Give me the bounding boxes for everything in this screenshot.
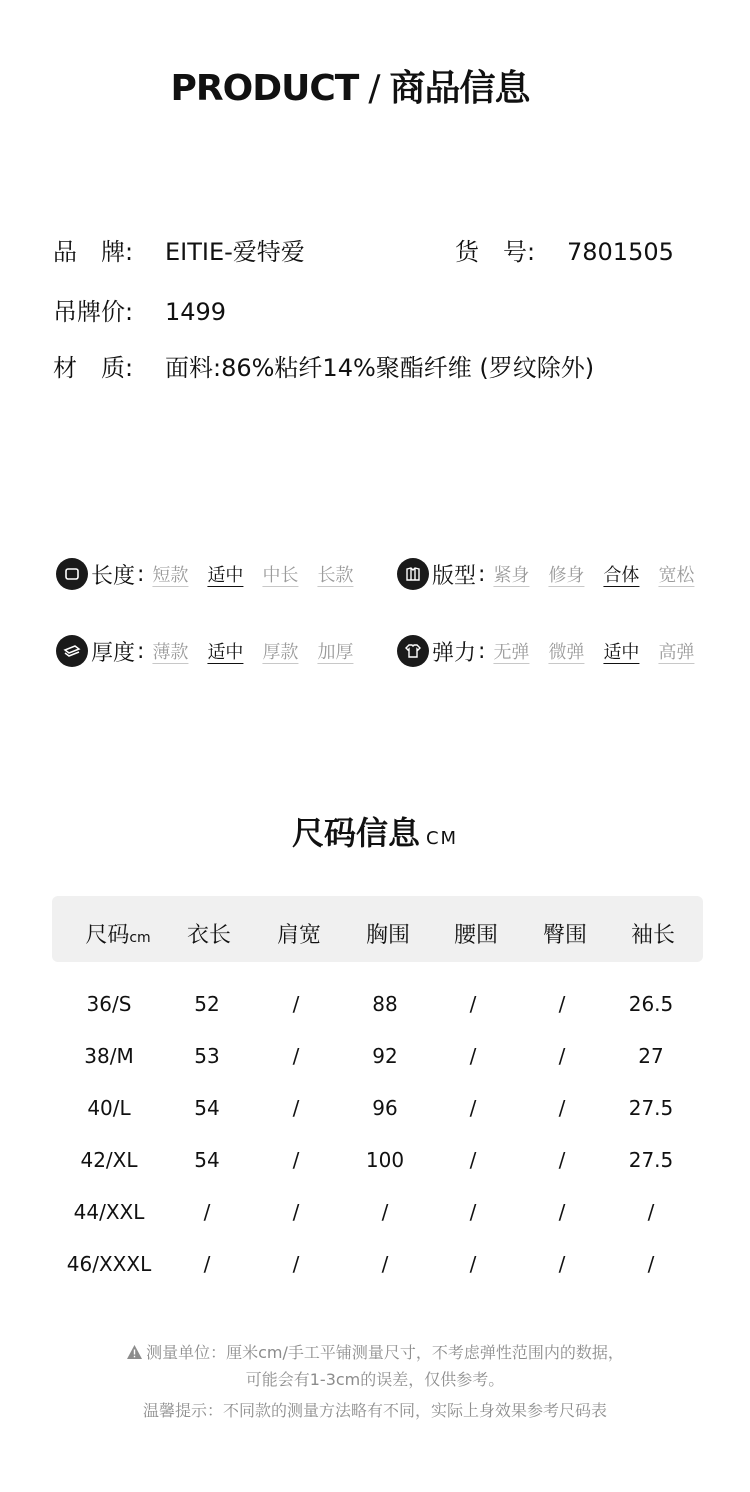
attribute-name: 长度	[91, 563, 136, 589]
option-slight-stretch: 微弹	[548, 642, 585, 663]
table-cell: /	[381, 1252, 389, 1276]
table-cell: /	[292, 1096, 300, 1120]
title-english: PRODUCT	[170, 68, 359, 109]
table-row-size: 46/XXXL	[66, 1252, 152, 1276]
table-cell: /	[292, 992, 300, 1016]
brand-value: EITIE-爱特爱	[165, 238, 305, 266]
option-medium: 适中	[207, 642, 244, 663]
table-cell: /	[292, 1252, 300, 1276]
header-cell: 衣长	[186, 923, 231, 948]
price-label: 吊牌价:	[53, 298, 134, 326]
option-extra-thick: 加厚	[317, 642, 354, 663]
table-cell: 26.5	[628, 992, 674, 1016]
table-cell: /	[558, 1252, 566, 1276]
attribute-name: 弹力	[432, 640, 477, 666]
size-heading-text: 尺码信息	[291, 814, 420, 852]
header-cell: 腰围	[453, 923, 498, 948]
option-regular: 合体	[603, 565, 640, 586]
table-cell: 52	[194, 992, 220, 1016]
table-cell: /	[558, 1044, 566, 1068]
note-line-3: 温馨提示：不同款的测量方法略有不同，实际上身效果参考尺码表	[142, 1401, 607, 1420]
table-cell: /	[558, 1096, 566, 1120]
table-cell: /	[203, 1200, 211, 1224]
warning-icon	[126, 1344, 143, 1360]
sku-label: 货 号:	[455, 238, 536, 266]
sku-value: 7801505	[567, 238, 674, 266]
header-cell: 胸围	[365, 923, 410, 948]
option-tight: 紧身	[493, 565, 530, 586]
table-cell: /	[647, 1252, 655, 1276]
table-cell: /	[292, 1044, 300, 1068]
table-cell: /	[469, 992, 477, 1016]
table-cell: 92	[372, 1044, 398, 1068]
attribute-elasticity: 弹力 : 无弹 微弹 适中 高弹	[397, 634, 694, 668]
table-cell: 100	[365, 1148, 405, 1172]
table-cell: /	[558, 1200, 566, 1224]
option-high-stretch: 高弹	[658, 642, 695, 663]
option-loose: 宽松	[658, 565, 695, 586]
size-heading-unit: CM	[425, 828, 459, 849]
elasticity-icon	[397, 635, 429, 667]
table-cell: /	[469, 1044, 477, 1068]
size-heading	[0, 808, 750, 854]
table-row-size: 38/M	[84, 1044, 134, 1068]
option-short: 短款	[152, 565, 189, 586]
page-title	[0, 60, 700, 111]
table-row-size: 40/L	[87, 1096, 131, 1120]
table-cell: /	[469, 1252, 477, 1276]
header-cell: 肩宽	[276, 923, 321, 948]
option-medium: 适中	[207, 565, 244, 586]
material-row	[53, 348, 594, 383]
fit-icon	[397, 558, 429, 590]
option-no-stretch: 无弹	[493, 642, 530, 663]
brand-label: 品 牌:	[53, 238, 134, 266]
table-cell: 54	[194, 1148, 220, 1172]
price-row	[53, 292, 226, 327]
material-label: 材 质:	[53, 354, 134, 382]
thickness-icon	[56, 635, 88, 667]
header-cell: 臀围	[542, 923, 587, 948]
attribute-length: 长度 : 短款 适中 中长 长款	[56, 557, 353, 591]
option-thin: 薄款	[152, 642, 189, 663]
table-cell: 54	[194, 1096, 220, 1120]
table-cell: /	[469, 1096, 477, 1120]
header-cell: 袖长	[630, 923, 675, 948]
table-cell: /	[469, 1200, 477, 1224]
table-cell: 88	[372, 992, 398, 1016]
price-value: 1499	[165, 298, 227, 326]
table-cell: /	[203, 1252, 211, 1276]
table-cell: /	[558, 992, 566, 1016]
table-cell: /	[469, 1148, 477, 1172]
option-medium: 适中	[603, 642, 640, 663]
title-separator: /	[368, 68, 380, 109]
attribute-name: 厚度	[91, 640, 136, 666]
header-size: 尺码cm	[85, 923, 151, 948]
brand-row	[53, 232, 305, 267]
table-cell: 27.5	[628, 1148, 674, 1172]
table-row-size: 42/XL	[80, 1148, 138, 1172]
note-line-2: 可能会有1-3cm的误差，仅供参考。	[245, 1370, 505, 1389]
title-chinese: 商品信息	[389, 68, 530, 109]
table-cell: /	[292, 1148, 300, 1172]
attribute-fit: 版型 : 紧身 修身 合体 宽松	[397, 557, 694, 591]
table-cell: 53	[194, 1044, 220, 1068]
table-cell: /	[558, 1148, 566, 1172]
sku-row	[455, 232, 674, 267]
option-mid-long: 中长	[262, 565, 299, 586]
table-cell: /	[292, 1200, 300, 1224]
length-icon	[56, 558, 88, 590]
note-line-1: 测量单位：厘米cm/手工平铺测量尺寸，不考虑弹性范围内的数据，	[0, 1340, 750, 1363]
table-cell: 27	[638, 1044, 664, 1068]
material-value: 面料:86%粘纤14%聚酯纤维 (罗纹除外)	[165, 354, 595, 382]
option-thick: 厚款	[262, 642, 299, 663]
table-cell: /	[381, 1200, 389, 1224]
table-row-size: 44/XXL	[73, 1200, 145, 1224]
attribute-name: 版型	[432, 563, 477, 589]
table-cell: 27.5	[628, 1096, 674, 1120]
option-long: 长款	[317, 565, 354, 586]
table-cell: 96	[372, 1096, 398, 1120]
table-cell: /	[647, 1200, 655, 1224]
attribute-thickness: 厚度 : 薄款 适中 厚款 加厚	[56, 634, 353, 668]
option-slim: 修身	[548, 565, 585, 586]
table-row-size: 36/S	[86, 992, 132, 1016]
